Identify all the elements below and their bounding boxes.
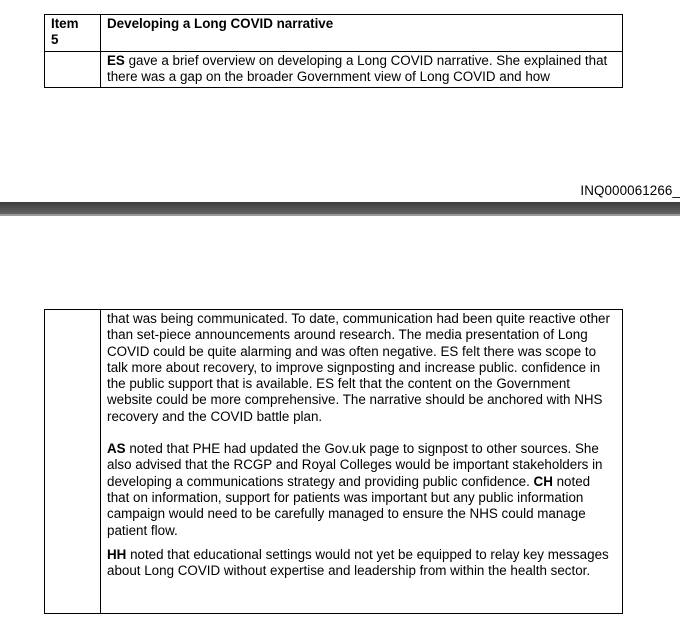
- speaker-initials: ES: [107, 52, 125, 68]
- speaker-initials: AS: [107, 441, 126, 457]
- item-label: Item: [51, 16, 79, 31]
- minutes-text-cell: [101, 310, 623, 614]
- minutes-text: noted that on information, support for patients was important but any public information campaign would need to be carefully managed to ensure the NHS could manage patient flow.: [107, 473, 591, 538]
- page-separator: [0, 202, 680, 216]
- minutes-table-top: [44, 14, 623, 88]
- minutes-text: gave a brief overview on developing a Long COVID narrative. She explained that there was a gap on the broader Government view of Long COVID and how: [107, 52, 608, 84]
- minutes-text: noted that educational settings would not yet be equipped to relay key messages about Long COVID without expertise and leadership from within the health sector.: [107, 546, 609, 579]
- paragraph-hh: [107, 547, 616, 580]
- page-top: [0, 0, 680, 202]
- table-row-continuation: [45, 310, 623, 614]
- speaker-initials: HH: [107, 546, 127, 562]
- table-row-header: [45, 15, 623, 52]
- empty-item-cell: [45, 51, 101, 88]
- speaker-initials: CH: [533, 473, 553, 489]
- item-title: Developing a Long COVID narrative: [107, 16, 334, 31]
- document-reference: INQ000061266_: [580, 183, 680, 198]
- item-number: 5: [51, 32, 59, 48]
- paragraph-as-ch: [107, 441, 616, 539]
- page-bottom: [0, 216, 680, 619]
- minutes-text: noted that PHE had updated the Gov.uk page to signpost to other sources. She also advised that the RCGP and Royal Colleges would be important stakeholders in developing a communications strategy and providing public confidence.: [107, 441, 603, 489]
- table-row-body: [45, 51, 623, 88]
- item-cell: [45, 15, 101, 52]
- minutes-text-cell: [101, 51, 623, 88]
- empty-item-cell: [45, 310, 101, 614]
- item-title-cell: [101, 15, 623, 52]
- paragraph-continuation: that was being communicated. To date, communication had been quite reactive other than set-piece announcements around research. The media presentation of Long COVID could be quite alarming and was often negative. ES felt there was scope to talk more about recovery, to improve signposting and increase public. confidence in the public support that is available. ES felt that the content on the Government website could be more comprehensive. The narrative should be anchored with NHS recovery and the COVID battle plan.: [107, 311, 610, 424]
- minutes-table-bottom: [44, 309, 623, 614]
